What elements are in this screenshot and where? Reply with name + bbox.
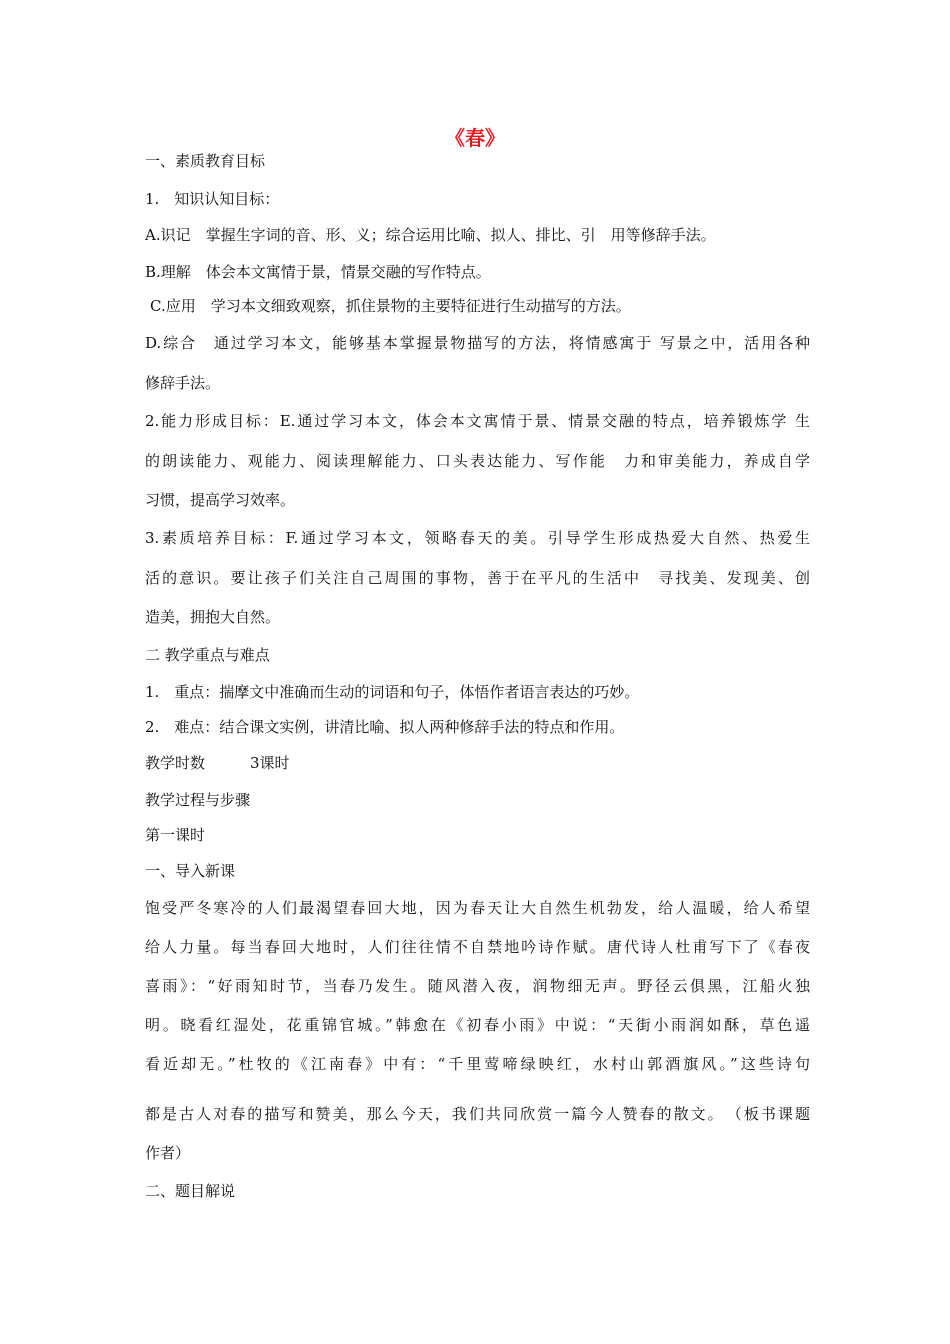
paragraph-line: C.应用 学习本文细致观察，抓住景物的主要特征进行生动描写的方法。 — [150, 297, 631, 315]
paragraph-line: 饱受严冬寒冷的人们最渴望春回大地，因为春天让大自然生机勃发，给人温暖，给人希望 — [145, 899, 810, 917]
paragraph-line: 修辞手法。 — [145, 374, 221, 392]
paragraph-line: 看近却无。”杜牧的《江南春》中有：“千里莺啼绿映红，水村山郭酒旗风。”这些诗句 — [145, 1055, 810, 1073]
paragraph-line: 3.素质培养目标：F.通过学习本文，领略春天的美。引导学生形成热爱大自然、热爱生 — [145, 529, 810, 547]
paragraph-line: 明。晓看红湿处，花重锦官城。”韩愈在《初春小雨》中说：“天街小雨润如酥，草色遥 — [145, 1016, 810, 1034]
section-heading: 一、导入新课 — [145, 862, 236, 880]
paragraph-line: 2. 难点：结合课文实例，讲清比喻、拟人两种修辞手法的特点和作用。 — [145, 718, 625, 736]
paragraph-line: B.理解 体会本文寓情于景，情景交融的写作特点。 — [145, 263, 491, 281]
paragraph-line: 习惯，提高学习效率。 — [145, 491, 296, 509]
paragraph-line: 活的意识。要让孩子们关注自己周围的事物，善于在平凡的生活中 寻找美、发现美、创 — [145, 569, 810, 587]
paragraph-line: 1. 重点：揣摩文中准确而生动的词语和句子，体悟作者语言表达的巧妙。 — [145, 683, 640, 701]
section-heading: 一、素质教育目标 — [145, 152, 266, 170]
paragraph-line: 2.能力形成目标：E.通过学习本文，体会本文寓情于景、情景交融的特点，培养锻炼学 生 — [145, 412, 810, 430]
document-title: 《春》 — [445, 126, 505, 150]
paragraph-line: 给人力量。每当春回大地时，人们往往情不自禁地吟诗作赋。唐代诗人杜甫写下了《春夜 — [145, 938, 810, 956]
section-heading: 教学过程与步骤 — [145, 791, 251, 809]
paragraph-line: D.综合 通过学习本文，能够基本掌握景物描写的方法，将情感寓于 写景之中，活用各种 — [145, 334, 810, 352]
subsection-heading: 1. 知识认知目标： — [145, 190, 280, 208]
section-heading: 二 教学重点与难点 — [145, 646, 270, 664]
paragraph-line: 的朗读能力、观能力、阅读理解能力、口头表达能力、写作能 力和审美能力，养成自学 — [145, 452, 810, 470]
paragraph-line: 喜雨》：“好雨知时节，当春乃发生。随风潜入夜，润物细无声。野径云俱黑，江船火独 — [145, 977, 810, 995]
section-heading: 第一课时 — [145, 826, 206, 844]
section-heading: 二、题目解说 — [145, 1182, 236, 1200]
paragraph-line: 教学时数 3课时 — [145, 754, 290, 772]
paragraph-line: 都是古人对春的描写和赞美，那么今天，我们共同欣赏一篇今人赞春的散文。 （板书课题 — [145, 1105, 810, 1123]
paragraph-line: 作者） — [145, 1144, 191, 1162]
paragraph-line: 造美，拥抱大自然。 — [145, 608, 281, 626]
paragraph-line: A.识记 掌握生字词的音、形、义；综合运用比喻、拟人、排比、引 用等修辞手法。 — [145, 226, 716, 244]
